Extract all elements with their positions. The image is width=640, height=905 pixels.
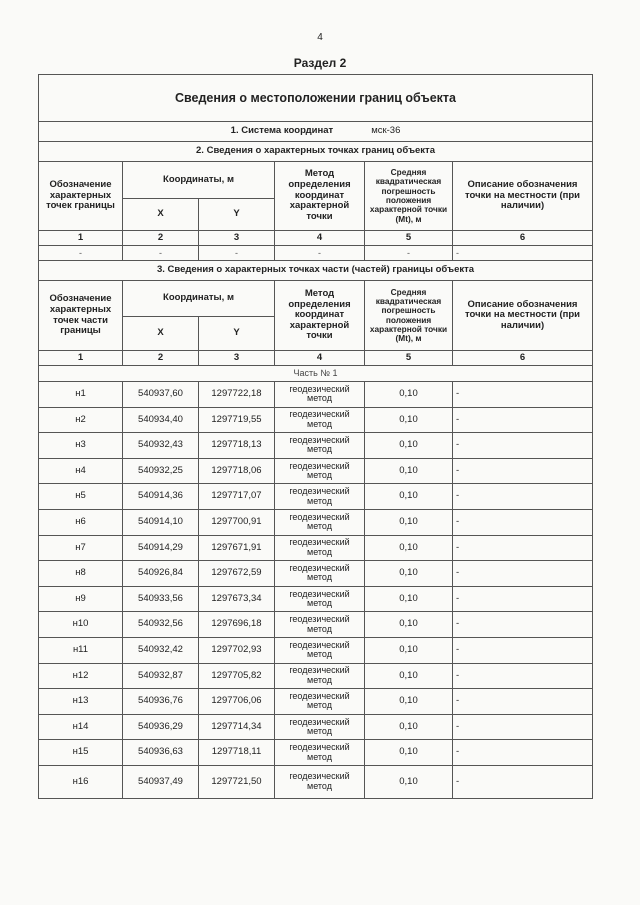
col-number: 1 [39,231,123,246]
cell-desc: - [453,535,593,561]
table-row [39,689,593,715]
cell-id: н13 [39,689,123,715]
cell-id: н2 [39,407,123,433]
cell-y: 1297722,18 [199,382,275,408]
cell-error: 0,10 [365,509,453,535]
table-title: Сведения о местоположении границ объекта [39,75,593,122]
cell-y: 1297673,34 [199,586,275,612]
col-number: 6 [453,231,593,246]
cell-desc: - [453,433,593,459]
cell-method: геодезический метод [275,740,365,766]
header-y: Y [199,199,275,231]
cell-y: 1297714,34 [199,714,275,740]
cell-x: 540936,76 [123,689,199,715]
empty-cell: - [123,246,199,261]
header-method: Метод определения координат характерной точки [275,281,365,351]
section2-title: 2. Сведения о характерных точках границ объекта [39,142,593,162]
cell-desc: - [453,458,593,484]
empty-cell: - [39,246,123,261]
table-row [39,561,593,587]
cell-error: 0,10 [365,535,453,561]
cell-id: н3 [39,433,123,459]
cell-method: геодезический метод [275,382,365,408]
cell-method: геодезический метод [275,407,365,433]
cell-desc: - [453,586,593,612]
col-number: 4 [275,351,365,366]
cell-error: 0,10 [365,637,453,663]
cell-method: геодезический метод [275,765,365,798]
cell-method: геодезический метод [275,535,365,561]
boundaries-table [38,74,593,799]
table-row [39,637,593,663]
cell-id: н7 [39,535,123,561]
cell-method: геодезический метод [275,561,365,587]
coord-system-row [39,122,593,142]
page-number: 4 [317,32,323,43]
cell-error: 0,10 [365,407,453,433]
cell-id: н8 [39,561,123,587]
cell-method: геодезический метод [275,458,365,484]
cell-y: 1297718,06 [199,458,275,484]
cell-desc: - [453,484,593,510]
cell-x: 540936,29 [123,714,199,740]
cell-method: геодезический метод [275,612,365,638]
empty-cell: - [199,246,275,261]
cell-id: н16 [39,765,123,798]
cell-y: 1297719,55 [199,407,275,433]
section3-title: 3. Сведения о характерных точках части (частей) границы объекта [39,261,593,281]
cell-x: 540937,49 [123,765,199,798]
table-row [39,740,593,766]
cell-error: 0,10 [365,689,453,715]
table-row [39,407,593,433]
table-row [39,484,593,510]
cell-method: геодезический метод [275,714,365,740]
cell-desc: - [453,407,593,433]
cell-error: 0,10 [365,586,453,612]
cell-method: геодезический метод [275,637,365,663]
cell-y: 1297700,91 [199,509,275,535]
cell-x: 540914,36 [123,484,199,510]
cell-desc: - [453,561,593,587]
cell-x: 540932,25 [123,458,199,484]
cell-error: 0,10 [365,458,453,484]
cell-y: 1297706,06 [199,689,275,715]
cell-id: н10 [39,612,123,638]
header-coordinates: Координаты, м [123,281,275,317]
table-row [39,586,593,612]
table-row [39,765,593,798]
header-coordinates: Координаты, м [123,162,275,199]
header-x: X [123,317,199,351]
coord-system-label: 1. Система координат [230,125,334,137]
point-rows [39,382,593,799]
col-number: 2 [123,351,199,366]
cell-x: 540934,40 [123,407,199,433]
cell-id: н12 [39,663,123,689]
table-row [39,509,593,535]
cell-id: н14 [39,714,123,740]
cell-x: 540926,84 [123,561,199,587]
cell-x: 540932,56 [123,612,199,638]
table-row [39,612,593,638]
cell-id: н1 [39,382,123,408]
cell-x: 540937,60 [123,382,199,408]
cell-id: н6 [39,509,123,535]
cell-y: 1297671,91 [199,535,275,561]
cell-id: н11 [39,637,123,663]
header-designation: Обозначение характерных точек части границы [39,281,123,351]
cell-method: геодезический метод [275,509,365,535]
cell-desc: - [453,689,593,715]
cell-y: 1297721,50 [199,765,275,798]
cell-desc: - [453,382,593,408]
table-row [39,535,593,561]
cell-y: 1297705,82 [199,663,275,689]
table-row [39,714,593,740]
table-row [39,458,593,484]
cell-desc: - [453,714,593,740]
cell-id: н15 [39,740,123,766]
cell-method: геодезический метод [275,663,365,689]
cell-method: геодезический метод [275,689,365,715]
cell-x: 540932,87 [123,663,199,689]
cell-x: 540936,63 [123,740,199,766]
header-y: Y [199,317,275,351]
col-number: 1 [39,351,123,366]
table-row [39,663,593,689]
cell-y: 1297718,11 [199,740,275,766]
cell-x: 540932,42 [123,637,199,663]
cell-y: 1297702,93 [199,637,275,663]
cell-x: 540932,43 [123,433,199,459]
part-label: Часть № 1 [39,366,593,382]
cell-error: 0,10 [365,740,453,766]
cell-desc: - [453,740,593,766]
cell-desc: - [453,765,593,798]
header-description: Описание обозначения точки на местности (при наличии) [453,281,593,351]
cell-error: 0,10 [365,433,453,459]
header-description: Описание обозначения точки на местности (при наличии) [453,162,593,231]
cell-error: 0,10 [365,561,453,587]
header-error: Средняя квадратическая погрешность положения характерной точки (Mt), м [365,162,453,231]
cell-method: геодезический метод [275,433,365,459]
cell-error: 0,10 [365,382,453,408]
cell-x: 540933,56 [123,586,199,612]
cell-y: 1297672,59 [199,561,275,587]
cell-x: 540914,29 [123,535,199,561]
header-designation: Обозначение характерных точек границы [39,162,123,231]
cell-error: 0,10 [365,765,453,798]
cell-y: 1297717,07 [199,484,275,510]
cell-y: 1297718,13 [199,433,275,459]
empty-cell: - [453,246,593,261]
table-row [39,433,593,459]
coord-system-value: мск-36 [371,125,401,137]
header-x: X [123,199,199,231]
col-number: 4 [275,231,365,246]
cell-desc: - [453,612,593,638]
cell-error: 0,10 [365,612,453,638]
cell-id: н4 [39,458,123,484]
cell-y: 1297696,18 [199,612,275,638]
cell-error: 0,10 [365,663,453,689]
col-number: 6 [453,351,593,366]
col-number: 3 [199,351,275,366]
cell-desc: - [453,663,593,689]
col-number: 5 [365,351,453,366]
table-row [39,382,593,408]
header-method: Метод определения координат характерной точки [275,162,365,231]
header-error: Средняя квадратическая погрешность положения характерной точки (Mt), м [365,281,453,351]
col-number: 5 [365,231,453,246]
empty-cell: - [365,246,453,261]
cell-error: 0,10 [365,484,453,510]
cell-method: геодезический метод [275,484,365,510]
cell-method: геодезический метод [275,586,365,612]
cell-desc: - [453,637,593,663]
section-title: Раздел 2 [293,56,347,70]
col-number: 2 [123,231,199,246]
empty-cell: - [275,246,365,261]
cell-error: 0,10 [365,714,453,740]
cell-id: н5 [39,484,123,510]
cell-id: н9 [39,586,123,612]
cell-x: 540914,10 [123,509,199,535]
col-number: 3 [199,231,275,246]
cell-desc: - [453,509,593,535]
